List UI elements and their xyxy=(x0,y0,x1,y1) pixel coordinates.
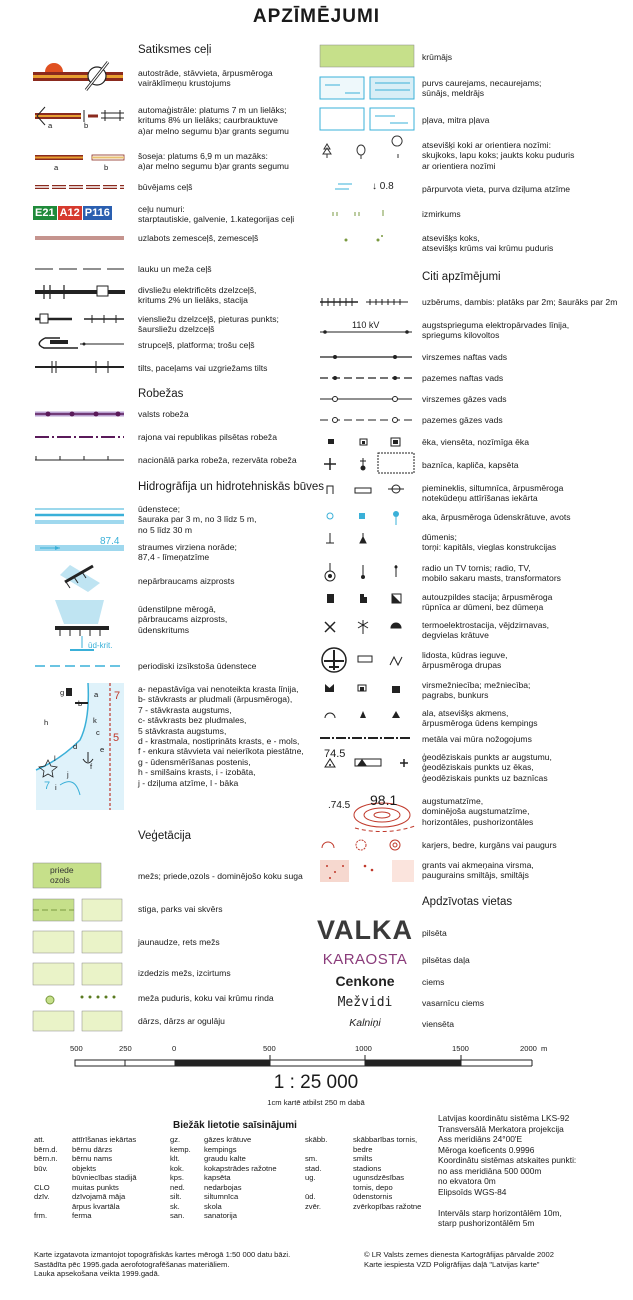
section-heading-vegetation: Veģetācija xyxy=(138,830,192,842)
single-track-railway-symbol xyxy=(35,314,124,323)
legend-text-shrub: krūmājs xyxy=(422,52,453,62)
abbr-short xyxy=(305,1183,353,1193)
tree-row-symbol xyxy=(46,996,116,1005)
legend-text-flow: straumes virziena norāde; 87,4 - līmeņatzīme xyxy=(138,542,237,563)
legend-text-monument: piemineklis, siltumnīca, ārpusmēroga notekūdeņu attīrīšanas iekārta xyxy=(422,483,564,504)
coast-letter-b: b xyxy=(78,699,83,708)
legend-text-forestry: virsmežniecība; mežniecība; pagrabs, bunkurs xyxy=(422,680,531,701)
cave-symbols xyxy=(325,711,400,718)
legend-text-city: pilsēta xyxy=(422,928,447,938)
swamp-depth-symbol xyxy=(335,184,352,189)
abbr-long: ārpus kvartāla xyxy=(72,1201,120,1211)
footer-source: Karte izgatavota izmantojot topogrāfiskās kartes mērogā 1:50 000 datu bāzi. Sastādīta pēc 1995.gada aerofotografēšanas materiāliem. Lauka apsekošana veikta 1999.gadā. xyxy=(34,1250,291,1279)
coordinate-system-info: Latvijas koordinātu sistēma LKS-92 Transversālā Merkatora projekcija Ass meridiāns 24°00'E Mēroga koeficents 0.9996 Koordinātu sistēmas atskaites punkti: no ass meridiāna 500 000m no ekvatora 0m Elipsoīds WGS-84 Intervāls starp horizontālēm 10m, starp pushorizontālēm 5m xyxy=(438,1113,577,1228)
abbr-long: ugunsdzēsības xyxy=(353,1173,405,1182)
abbr-long: bērnu dārzs xyxy=(72,1144,113,1154)
scale-tick-2000: 2000 xyxy=(520,1044,537,1053)
label-b: b xyxy=(84,121,89,130)
embankment-symbol xyxy=(320,298,408,306)
underground-oil-pipe-symbol xyxy=(320,376,412,380)
legend-text-gas-under: pazemes gāzes vads xyxy=(422,415,503,425)
legend-text-oil-above: virszemes naftas vads xyxy=(422,352,508,362)
legend-text-park-border: nacionālā parka robeža, rezervāta robeža xyxy=(138,455,297,465)
chimney-symbols xyxy=(326,533,366,543)
place-example-village: Cenkone xyxy=(335,973,395,989)
abbr-long: skābbarības tornis, xyxy=(353,1135,418,1144)
coast-number-5: 5 xyxy=(113,732,120,744)
abbr-short xyxy=(34,1202,72,1212)
legend-text-highway: šoseja: platums 6,9 m un mazāks: a)ar melno segumu b)ar grants segumu xyxy=(138,151,289,172)
coast-letter-i: i xyxy=(55,783,57,792)
legend-text-district-border: rajona vai republikas pilsētas robeža xyxy=(138,432,278,442)
abbr-long: ūdenstornis xyxy=(353,1192,393,1201)
abbr-short: ūd. xyxy=(305,1192,316,1201)
scale-note: 1cm kartē atbilst 250 m dabā xyxy=(267,1098,365,1107)
legend-text-farm: viensēta xyxy=(422,1019,455,1029)
legend-text-wet-area: izmirkums xyxy=(422,209,461,219)
scale-tick-500-left: 500 xyxy=(70,1044,83,1053)
abbr-row xyxy=(305,1202,421,1212)
radio-tower-symbols xyxy=(325,563,398,581)
legend-text-well: aka, ārpusmēroga ūdenskrātuve, avots xyxy=(422,512,571,522)
abbr-row xyxy=(170,1173,277,1183)
above-ground-gas-pipe-symbol xyxy=(320,397,412,402)
section-heading-other: Citi apzīmējumi xyxy=(422,271,501,283)
legend-text-fence: metāla vai mūra nožogojums xyxy=(422,734,532,744)
legend-text-oil-under: pazemes naftas vads xyxy=(422,373,504,383)
legend-text-district: pilsētas daļa xyxy=(422,955,470,965)
legend-text-church: baznīca, kapliča, kapsēta xyxy=(422,460,519,470)
abbr-row xyxy=(34,1145,137,1155)
abbr-long: kapsēta xyxy=(204,1173,231,1182)
legend-text-bridge: tilts, paceļams vai uzgriežams tilts xyxy=(138,363,268,373)
abbr-long: kokapstrādes ražotne xyxy=(204,1163,277,1173)
scale-unit: m xyxy=(541,1044,548,1053)
road-number-badges xyxy=(33,206,112,220)
airport-symbols xyxy=(322,648,402,672)
single-trees-symbol xyxy=(323,136,402,159)
legend-text-dirt-road: uzlabots zemesceļš, zemesceļš xyxy=(138,233,259,243)
legend-text-building: ēka, viensēta, nozīmīga ēka xyxy=(422,437,530,447)
single-shrub-symbol xyxy=(345,235,384,242)
label-a2: a xyxy=(54,163,59,172)
abbr-short: silt. xyxy=(170,1192,182,1201)
road-number-e: E21 xyxy=(35,207,55,219)
kv-label: 110 kV xyxy=(352,320,380,330)
abbr-short: kemp. xyxy=(170,1144,191,1154)
power-line-symbol xyxy=(320,330,412,334)
electric-railway-symbol xyxy=(35,285,125,299)
scale-ratio: 1 : 25 000 xyxy=(273,1072,359,1093)
abbr-long: stadions xyxy=(353,1163,382,1173)
abbr-short xyxy=(305,1145,353,1155)
dead-end-track-symbol xyxy=(39,338,124,348)
abbr-heading: Biežāk lietotie saīsinājumi xyxy=(173,1120,297,1131)
abbr-row xyxy=(34,1183,137,1193)
scale-tick-500: 500 xyxy=(263,1044,276,1053)
scale-tick-0: 0 xyxy=(172,1044,177,1053)
legend-text-contours: augstumatzīme, dominējoša augstumatzīme, horizontāles, pushorizontāles xyxy=(422,796,534,827)
legend-text-single-shrub: atsevišķs koks, atsevišķs krūms vai krūmu puduris xyxy=(422,233,554,254)
coast-number-depth: 7 xyxy=(44,780,51,792)
abbr-short: att. xyxy=(34,1135,45,1144)
legend-text-clearing: stiga, parks vai skvērs xyxy=(138,904,223,914)
legend-text-gravel: grants vai akmeņaina virsma, paugurains smiltājs, smiltājs xyxy=(422,860,534,881)
coast-letter-c: c xyxy=(96,728,100,737)
abbr-row xyxy=(305,1135,421,1145)
bog-swatch xyxy=(320,77,414,99)
label-b2: b xyxy=(104,163,109,172)
legend-text-forest-road: lauku un meža ceļš xyxy=(138,264,212,274)
abbr-long: sanatorija xyxy=(204,1211,237,1220)
abbr-short: sk. xyxy=(170,1201,180,1211)
place-example-city: VALKA xyxy=(317,915,413,945)
coast-letter-k: k xyxy=(93,716,97,725)
abbr-short xyxy=(34,1173,72,1183)
level-mark-label: 87.4 xyxy=(100,536,120,547)
abbr-long: siltumnīca xyxy=(204,1192,239,1201)
wet-area-symbol xyxy=(333,210,383,216)
coast-letter-l: l xyxy=(54,754,56,763)
shrub-swatch xyxy=(320,45,414,67)
burnt-forest-swatch xyxy=(33,963,74,985)
berry-garden-swatch xyxy=(82,1011,122,1031)
legend-text-single-trees: atsevišķi koki ar orientiera nozīmi: skujkoks, lapu koks; jaukts koku puduris ar orientiera nozīmi xyxy=(422,140,575,171)
dam-impassable-symbol xyxy=(60,565,100,592)
abbr-row xyxy=(170,1183,277,1193)
abbr-row xyxy=(305,1183,421,1193)
abbr-row xyxy=(34,1192,137,1202)
abbr-short: CLO xyxy=(34,1182,50,1192)
power-plant-symbols xyxy=(325,620,401,634)
abbr-long: muitas punkts xyxy=(72,1182,119,1192)
abbr-row xyxy=(170,1154,277,1164)
building-symbols xyxy=(328,438,400,446)
state-border-symbol xyxy=(35,412,124,417)
place-example-summer-village: Mežvidi xyxy=(337,995,393,1010)
legend-text-geodetic: ģeodēziskais punkts ar augstumu, ģeodēziskais punkts uz ēkas, ģeodēziskais punkts uz baznīcas xyxy=(422,752,552,783)
gravel-sand-swatches xyxy=(320,860,414,882)
legend-text-trunk-road: automaģistrāle: platums 7 m un lielāks; kritums 8% un lielāks; caurbrauktuve a)ar melno segumu b)ar grants segumu xyxy=(138,105,289,136)
abbr-short: bērn.d. xyxy=(34,1144,58,1154)
coast-number-7: 7 xyxy=(114,690,121,702)
legend-text-meadow: pļava, mitra pļava xyxy=(422,115,490,125)
abbr-short: san. xyxy=(170,1211,185,1220)
abbr-long: zvērkopības ražotne xyxy=(353,1201,422,1211)
place-example-farm: Kalniņi xyxy=(349,1017,381,1029)
abbr-long: ferma xyxy=(72,1211,92,1220)
legend-text-watercourse: ūdenstece; šauraka par 3 m, no 3 līdz 5 m, no 5 līdz 30 m xyxy=(138,504,257,535)
forest-species-labels xyxy=(50,865,74,885)
meadow-swatch xyxy=(320,108,414,130)
abbr-long: objekts xyxy=(72,1163,97,1173)
motorway-symbol xyxy=(33,62,123,90)
highway-symbol xyxy=(35,155,124,160)
abbr-row xyxy=(34,1211,137,1221)
legend-text-reservoir: ūdenstilpne mērogā, pārbraucams aizprosts, ūdenskritums xyxy=(138,604,228,635)
abbr-row xyxy=(34,1154,137,1164)
abbr-short: kps. xyxy=(170,1173,184,1182)
waterfall-label: ūd-krit. xyxy=(88,641,113,650)
abbr-long: nedarbojas xyxy=(204,1182,242,1192)
legend-text-road-construction: būvējams ceļš xyxy=(138,182,193,192)
section-heading-transport: Satiksmes ceļi xyxy=(138,44,212,56)
swamp-depth-label: ↓ 0.8 xyxy=(372,181,394,192)
abbr-long: tornis, depo xyxy=(353,1182,393,1192)
church-symbols xyxy=(324,453,414,473)
abbr-short: sm. xyxy=(305,1154,318,1163)
young-forest-swatch xyxy=(33,931,74,953)
section-heading-settlements: Apdzīvotas vietas xyxy=(422,896,513,908)
abbr-row xyxy=(305,1145,421,1155)
abbr-long: kempings xyxy=(204,1144,237,1154)
felling-swatch xyxy=(82,963,122,985)
legend-text-state-border: valsts robeža xyxy=(138,409,189,419)
abbr-short: zvēr. xyxy=(305,1201,322,1211)
legend-text-bog: purvs caurejams, necaurejams; sūnājs, meldrājs xyxy=(422,78,542,99)
species-pine: priede xyxy=(50,865,74,875)
abbr-row xyxy=(305,1164,421,1174)
abbr-short: stad. xyxy=(305,1163,322,1173)
abbr-short: ned. xyxy=(170,1182,185,1192)
place-example-district: KARAOSTA xyxy=(322,951,408,968)
abbr-col-3 xyxy=(305,1135,421,1211)
sparse-forest-swatch xyxy=(82,931,122,953)
abbr-row xyxy=(34,1135,137,1145)
scale-bar xyxy=(75,1055,532,1066)
road-number-a: A12 xyxy=(59,207,80,219)
geodetic-height-label: 74.5 xyxy=(324,748,346,760)
legend-text-chimney: dūmenis; torņi: kapitāls, vieglas konstrukcijas xyxy=(422,532,557,553)
legend-text-intermittent: periodiski izsīkstoša ūdenstece xyxy=(138,661,257,671)
abbr-long: graudu kalte xyxy=(204,1154,246,1163)
clearing-swatch xyxy=(33,899,122,921)
legend-text-quarry: karjers, bedre, kurgāns vai paugurs xyxy=(422,840,557,850)
fuel-station-symbols xyxy=(327,594,401,603)
footer-copyright: © LR Valsts zemes dienesta Kartogrāfijas pārvalde 2002 Karte iespiesta VZD Poligrāfijas daļā "Latvijas karte" xyxy=(364,1250,554,1269)
page-title: APZĪMĒJUMI xyxy=(252,6,381,27)
coast-letter-a: a xyxy=(94,690,99,699)
section-heading-borders: Robežas xyxy=(138,388,184,400)
abbr-short: frm. xyxy=(34,1211,48,1220)
abbr-short: dzīv. xyxy=(34,1192,50,1201)
legend-text-village: ciems xyxy=(422,977,445,987)
abbr-row xyxy=(305,1154,421,1164)
legend-text-gas-above: virszemes gāzes vads xyxy=(422,394,507,404)
coast-letter-e: e xyxy=(100,745,105,754)
legend-text-single-railway: viensliežu dzelzceļš, pieturas punkts; šaursliežu dzelzceļš xyxy=(138,314,279,335)
abbr-short: bērn.n. xyxy=(34,1154,58,1163)
abbr-row xyxy=(170,1164,277,1174)
abbr-row xyxy=(34,1164,137,1174)
monument-symbols xyxy=(327,485,404,494)
label-a: a xyxy=(48,121,53,130)
abbr-long: skola xyxy=(204,1201,222,1211)
abbr-row xyxy=(170,1192,277,1202)
abbr-long: attīrīšanas iekārtas xyxy=(72,1135,137,1144)
well-symbols xyxy=(327,511,399,525)
abbr-long: bedre xyxy=(353,1144,373,1154)
abbr-short: gz. xyxy=(170,1135,181,1144)
abbr-row xyxy=(170,1211,277,1221)
abbr-long: bērnu nams xyxy=(72,1154,113,1163)
abbr-long: gāzes krātuve xyxy=(204,1135,252,1144)
legend-text-road-numbers: ceļu numuri: starptautiskie, galvenie, 1.kategorijas ceļi xyxy=(138,204,295,225)
abbr-short: kok. xyxy=(170,1163,184,1173)
legend-text-electric-railway: divsliežu elektrificēts dzelzceļš, kritums 2% un lielāks, stacija xyxy=(138,285,257,306)
abbr-row xyxy=(170,1135,277,1145)
geodetic-point-symbols xyxy=(325,759,408,767)
legend-text-dead-end: strupceļš, platforma; trošu ceļš xyxy=(138,340,255,350)
legend-text-forest: mežs; priede,ozols - dominējošo koku suga xyxy=(138,871,303,881)
legend-text-embankment: uzbērums, dambis: platāks par 2m; šaurāks par 2m xyxy=(422,297,618,307)
abbr-row xyxy=(170,1145,277,1155)
quarry-symbols xyxy=(322,840,400,850)
legend-text-tree-row: meža puduris, koku vai krūmu rinda xyxy=(138,993,274,1003)
legend-text-radio: radio un TV tornis; radio, TV, mobilo sakaru masts, transformators xyxy=(422,563,561,584)
coast-letter-h: h xyxy=(44,718,49,727)
abbr-long: smilts xyxy=(353,1154,373,1163)
legend-text-power-plant: termoelektrostacija, vējdzirnavas, degvielas krātuve xyxy=(422,620,550,641)
national-park-border-symbol xyxy=(35,456,124,460)
legend-text-dam: nepārbraucams aizprosts xyxy=(138,576,235,586)
scale-tick-1000: 1000 xyxy=(355,1044,372,1053)
coast-letter-d: d xyxy=(73,742,78,751)
coast-letter-j: j xyxy=(67,770,69,779)
above-ground-oil-pipe-symbol xyxy=(320,355,412,359)
legend-text-airport: lidosta, kūdras ieguve, ārpusmēroga drupas xyxy=(422,650,508,671)
abbr-row xyxy=(34,1202,137,1212)
forestry-symbols xyxy=(325,684,400,693)
legend-text-swamp: pārpurvota vieta, purva dziļuma atzīme xyxy=(422,184,571,194)
height-mark-big: 98.1 xyxy=(370,792,398,808)
legend-text-summer-village: vasarnīcu ciems xyxy=(422,998,485,1008)
section-heading-hydro: Hidrogrāfija un hidrotehniskās būves xyxy=(138,481,325,493)
legend-text-garden: dārzs, dārzs ar ogulāju xyxy=(138,1016,225,1026)
coast-letter-f: f xyxy=(90,762,93,771)
abbr-col-1 xyxy=(34,1135,137,1221)
abbr-long: dzīvojamā māja xyxy=(72,1192,126,1201)
species-oak: ozols xyxy=(50,875,70,885)
legend-text-fuel: autouzpildes stacija; ārpusmēroga rūpnīca ar dūmeni, bez dūmeņa xyxy=(422,592,553,613)
legend-text-power-line: augstsprieguma elektropārvades līnija, spriegums kilovoltos xyxy=(422,320,570,341)
garden-swatch xyxy=(33,1011,74,1031)
abbr-long: būvniecības stadijā xyxy=(72,1173,137,1182)
legend-text-coast: a- nepastāvīga vai nenoteikta krasta līnija, b- stāvkrasts ar pludmali (ārpusmēroga), 7 - stāvkrasta augstums, c- stāvkrasts bez pludmales, 5 stāvkrasta augstums, d - krastmala, nostiprināts krasts, e - mols, f - enkura stāvvieta vai neierīkota piestātne, g - ūdensmērīšanas postenis, h - smilšains krasts, i - izobāta, j - dziļuma atzīme, l - bāka xyxy=(138,684,304,788)
abbr-row xyxy=(305,1192,421,1202)
bridge-symbol xyxy=(35,361,124,373)
height-mark-small: .74.5 xyxy=(328,800,351,811)
legend-text-young-forest: jaunaudze, rets mežs xyxy=(138,937,220,947)
legend-text-motorway: autostrāde, stāvvieta, ārpusmēroga vairāklīmeņu krustojums xyxy=(138,68,273,89)
road-number-p: P116 xyxy=(84,207,110,219)
coast-letter-g: g xyxy=(60,688,65,697)
underground-gas-pipe-symbol xyxy=(320,418,412,423)
scale-tick-1500: 1500 xyxy=(452,1044,469,1053)
abbr-row xyxy=(34,1173,137,1183)
abbr-col-2 xyxy=(170,1135,277,1221)
abbr-short: klt. xyxy=(170,1154,180,1163)
legend-text-burnt-forest: izdedzis mežs, izcirtums xyxy=(138,968,231,978)
abbr-short: skābb. xyxy=(305,1135,328,1144)
watercourse-symbol xyxy=(35,509,124,524)
abbr-short: ug. xyxy=(305,1173,316,1182)
abbr-short: būv. xyxy=(34,1163,48,1173)
scale-tick-250: 250 xyxy=(119,1044,132,1053)
legend-text-cave: ala, atsevišķs akmens, ārpusmēroga ūdens kempings xyxy=(422,708,538,729)
abbr-row xyxy=(170,1202,277,1212)
abbr-row xyxy=(305,1173,421,1183)
